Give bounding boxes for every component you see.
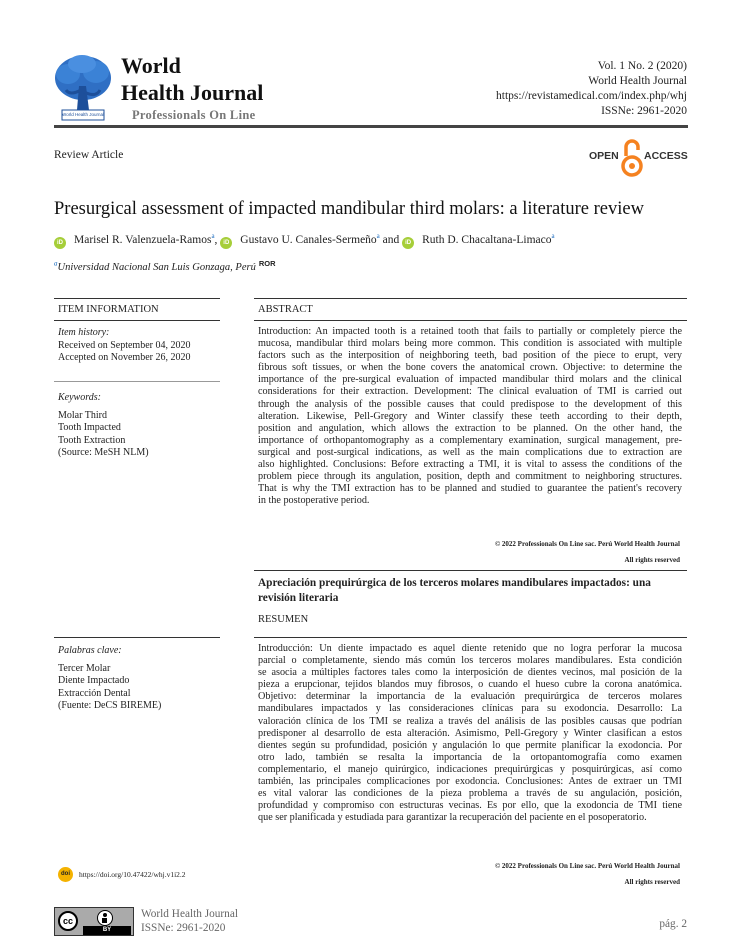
keyword: Molar Third xyxy=(58,409,107,421)
keyword: Tooth Extraction xyxy=(58,434,126,446)
cc-by-license-badge[interactable] xyxy=(54,907,134,936)
cc-icon: cc xyxy=(58,911,78,931)
keyword-source: (Source: MeSH NLM) xyxy=(58,447,149,458)
keyword: Tercer Molar xyxy=(58,662,111,674)
history-divider xyxy=(54,381,220,382)
text-line: surgical and post-surgical indications, as well as the main complications due to extraction are xyxy=(258,446,682,458)
abstract-bottom-rule xyxy=(254,320,687,321)
text-line: predisponer al desarrollo de esta alteración. Asimismo, Pell-Gregory y Winter clasifican a estos xyxy=(258,727,682,739)
journal-issn: ISSNe: 2961-2020 xyxy=(601,105,687,117)
text-line: in the postoperative period. xyxy=(258,495,370,507)
footer-issn: ISSNe: 2961-2020 xyxy=(141,922,226,934)
keyword: Extracción Dental xyxy=(58,687,131,699)
logo-caption: World Health Journal xyxy=(62,112,104,117)
journal-name-line1: World xyxy=(121,53,181,78)
header-rule xyxy=(54,125,688,128)
doi-icon: doi xyxy=(58,867,73,882)
open-access-left: OPEN xyxy=(589,150,619,162)
author-affiliation-mark: a xyxy=(376,232,380,240)
spanish-top-rule xyxy=(254,570,687,571)
text-line: factors such as the interposition of neighboring teeth, bad position of the piece to erupt, very xyxy=(258,350,682,362)
resumen-copyright: © 2022 Professionals On Line sac. Perú World Health Journal xyxy=(494,862,680,870)
text-line: Introduction: An impacted tooth is a retained tooth that fails to partially or completely pierce the xyxy=(258,326,682,337)
text-line: profundidad y compromiso con estructuras vecinas. Es por ello, que la exodoncia de TMI tiene xyxy=(258,800,682,812)
authors-and: and xyxy=(382,233,400,246)
author-affiliation-mark: a xyxy=(551,232,555,240)
text-line: pieza a erupcionar, tejidos blandos muy fibrosos, o cuando el hueso cubre la corona anatómica. xyxy=(258,679,682,691)
text-line: valoración clínica de los TMI se realiza a través del análisis de las posibles causas que podrían xyxy=(258,715,682,727)
keywords-block xyxy=(58,392,149,460)
open-access-right: ACCESS xyxy=(644,150,688,162)
author-list xyxy=(54,232,555,249)
author-name[interactable]: Ruth D. Chacaltana-Limaco xyxy=(422,233,552,246)
open-access-badge[interactable] xyxy=(588,139,688,177)
publisher-name: Professionals On Line xyxy=(132,108,256,122)
abstract-copyright: © 2022 Professionals On Line sac. Perú World Health Journal xyxy=(494,540,680,548)
received-date: Received on September 04, 2020 xyxy=(58,339,191,351)
keyword: Tooth Impacted xyxy=(58,422,121,433)
author-name[interactable]: Marisel R. Valenzuela-Ramos xyxy=(74,233,212,246)
journal-meta xyxy=(496,59,687,119)
text-line: problem piece through its angulation, position, depth and commitment to neighboring structures. xyxy=(258,471,682,483)
palabras-clave-label: Palabras clave: xyxy=(58,645,122,656)
accepted-date: Accepted on November 26, 2020 xyxy=(58,352,191,363)
text-line: Introducción: Un diente impactado es aquel diente retenido que no logra perforar la mucosa xyxy=(258,643,682,654)
text-line: importance of orthopantomography as a complementary examination, surgical management, pre- xyxy=(258,434,682,446)
abstract-top-rule xyxy=(254,298,687,299)
abstract-rights: All rights reserved xyxy=(624,556,680,564)
resumen-heading: RESUMEN xyxy=(258,614,309,625)
text-line: also highlighted. Conclusions: Before extracting a TMI, it is vital to assess the conditions of the xyxy=(258,459,682,471)
text-line: se asocia a múltiples factores tales como la interposición de dientes vecinos, mal posición de la xyxy=(258,667,682,679)
journal-logo-tree xyxy=(52,50,114,124)
by-label: BY xyxy=(83,926,131,935)
author-name[interactable]: Gustavo U. Canales-Sermeño xyxy=(240,233,377,246)
orcid-icon[interactable]: iD xyxy=(402,237,414,249)
item-info-heading: ITEM INFORMATION xyxy=(58,304,159,315)
volume-issue: Vol. 1 No. 2 (2020) xyxy=(597,60,687,72)
page-number: pág. 2 xyxy=(659,918,687,930)
text-line: through the analysis of the possible causes that could predispose to the development of this xyxy=(258,398,682,410)
abstract-heading: ABSTRACT xyxy=(258,304,313,315)
item-history-label: Item history: xyxy=(58,327,110,338)
text-line: considerations for their extraction. Development: The clinical evaluation of TMI is carried out xyxy=(258,386,682,398)
keyword-source: (Fuente: DeCS BIREME) xyxy=(58,700,162,711)
footer-journal xyxy=(141,907,238,935)
resumen-rule xyxy=(254,637,687,638)
spanish-title xyxy=(258,576,686,606)
journal-name-line2: Health Journal xyxy=(121,80,264,105)
footer-journal-name: World Health Journal xyxy=(141,908,238,920)
affiliation-mark: a xyxy=(54,259,58,268)
item-info-bottom-rule xyxy=(54,320,220,321)
spanish-title-line2: revisión literaria xyxy=(258,592,339,604)
doi-link[interactable] xyxy=(58,865,186,883)
author-separator: , xyxy=(214,233,221,246)
text-line: Objetivo: determinar la importancia de la evaluación prequirúrgica de terceros molares xyxy=(258,691,682,703)
spanish-title-line1: Apreciación prequirúrgica de los terceros molares mandibulares impactados: una xyxy=(258,577,651,589)
text-line: alteration. Likewise, Pell-Gregory and Winter classify these teeth according to their depth, xyxy=(258,410,682,422)
text-line: mandibulares impactados y las consideraciones clínicas para su exodoncia. Desarrollo: La xyxy=(258,703,682,715)
resumen-text xyxy=(258,643,682,824)
palabras-clave-block xyxy=(58,645,161,713)
affiliation-text: Universidad Nacional San Luis Gonzaga, Perú xyxy=(57,262,256,273)
text-line: That is why the TMI extraction has to be planned and studied to guarantee the patient's recovery xyxy=(258,483,682,495)
text-line: otro lado, también se resalta la importancia de la ortopantomografía como examen xyxy=(258,751,682,763)
text-line: complementario, el manejo quirúrgico, indicaciones prequirúrgicas y posquirúrgicas, así como xyxy=(258,763,682,775)
affiliation xyxy=(54,259,276,273)
text-line: fibrous soft tissues, or when the bone covers the anatomical crown. Objective: to determine the xyxy=(258,362,682,374)
orcid-icon[interactable]: iD xyxy=(220,237,232,249)
keywords-label: Keywords: xyxy=(58,392,101,403)
text-line: parcial o completamente, siendo más común los terceros molares mandibulares. Esta condición xyxy=(258,655,682,667)
by-person-icon xyxy=(97,910,113,926)
journal-title-small: World Health Journal xyxy=(588,75,687,87)
journal-url[interactable]: https://revistamedical.com/index.php/whj xyxy=(496,90,687,102)
author-affiliation-mark: a xyxy=(211,232,215,240)
doi-text[interactable]: https://doi.org/10.47422/whj.v1i2.2 xyxy=(79,869,186,879)
abstract-text xyxy=(258,326,682,507)
resumen-rights: All rights reserved xyxy=(624,878,680,886)
text-line: es vital valorar las condiciones de la pieza problema a través de su angulación, posición, xyxy=(258,788,682,800)
text-line: mucosa, mandibular third molars being more common. This condition is associated with multiple xyxy=(258,338,682,350)
ror-icon[interactable]: ROR xyxy=(258,259,276,268)
text-line: importance of the pre-surgical evaluation of impacted mandibular third molars and the clinical xyxy=(258,374,682,386)
article-title: Presurgical assessment of impacted mandibular third molars: a literature review xyxy=(54,199,644,219)
palabras-clave-rule xyxy=(54,637,220,638)
text-line: también, las principales complicaciones por exodoncia. Conclusiones: Antes de extraer un TMI xyxy=(258,776,682,788)
text-line: dientes según su profundidad, posición y angulación lo que permite planificar la exodoncia. Por xyxy=(258,739,682,751)
article-type: Review Article xyxy=(54,149,124,161)
text-line: position and angulation, which allows the extraction to be planned. On the other hand, the xyxy=(258,422,682,434)
text-line: que ser planificada y estudiada para garantizar la recuperación del paciente en el posoperatorio. xyxy=(258,812,647,824)
orcid-icon[interactable]: iD xyxy=(54,237,66,249)
item-info-top-rule xyxy=(54,298,220,299)
item-history xyxy=(58,327,190,365)
keyword: Diente Impactado xyxy=(58,675,130,686)
open-lock-icon xyxy=(621,139,643,177)
